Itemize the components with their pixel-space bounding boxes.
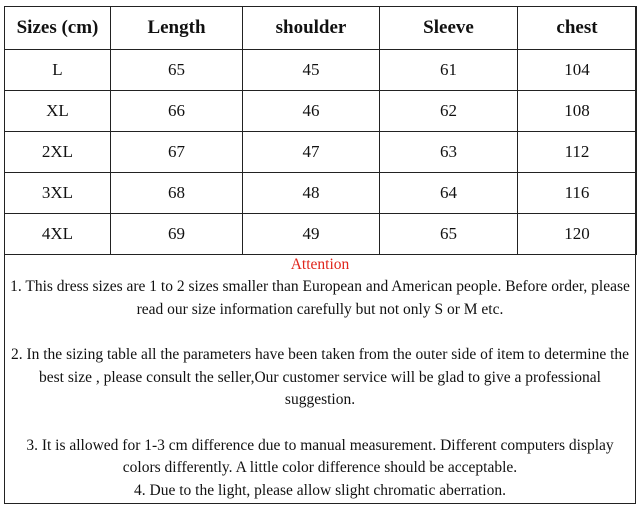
sleeve-cell: 62	[380, 91, 518, 132]
chest-cell: 116	[518, 173, 637, 214]
header-length: Length	[111, 7, 243, 50]
sleeve-cell: 64	[380, 173, 518, 214]
attention-heading: Attention	[290, 256, 350, 273]
length-cell: 67	[111, 132, 243, 173]
header-shoulder: shoulder	[243, 7, 380, 50]
chest-cell: 112	[518, 132, 637, 173]
length-cell: 68	[111, 173, 243, 214]
header-chest: chest	[518, 7, 637, 50]
table-row	[5, 50, 637, 91]
size-chart-table	[4, 6, 637, 255]
chest-cell: 120	[518, 214, 637, 255]
table-row	[5, 91, 637, 132]
shoulder-cell: 45	[243, 50, 380, 91]
length-cell: 69	[111, 214, 243, 255]
length-cell: 66	[111, 91, 243, 132]
length-cell: 65	[111, 50, 243, 91]
chest-cell: 108	[518, 91, 637, 132]
header-sleeve: Sleeve	[380, 7, 518, 50]
table-row	[5, 173, 637, 214]
table-row	[5, 132, 637, 173]
size-cell: 2XL	[5, 132, 111, 173]
shoulder-cell: 46	[243, 91, 380, 132]
note-3: 3. It is allowed for 1-3 cm difference due to manual measurement. Different computers display colors differently. A little color difference should be acceptable.	[26, 436, 614, 476]
spacer	[6, 321, 634, 344]
sleeve-cell: 63	[380, 132, 518, 173]
sleeve-cell: 65	[380, 214, 518, 255]
size-cell: 3XL	[5, 173, 111, 214]
note-2: 2. In the sizing table all the parameters have been taken from the outer side of item to determine the best size , please consult the seller,Our customer service will be glad to give a professional suggestion.	[10, 346, 630, 408]
table-header-row	[5, 7, 637, 50]
size-cell: 4XL	[5, 214, 111, 255]
shoulder-cell: 49	[243, 214, 380, 255]
header-sizes: Sizes (cm)	[5, 7, 111, 50]
shoulder-cell: 47	[243, 132, 380, 173]
spacer	[6, 412, 634, 435]
note-1: 1. This dress sizes are 1 to 2 sizes smaller than European and American people. Before order, please read our size information carefully but not only S or M etc.	[10, 278, 630, 318]
note-4: 4. Due to the light, please allow slight chromatic aberration.	[134, 481, 506, 499]
notes-section	[6, 254, 634, 502]
size-cell: L	[5, 50, 111, 91]
shoulder-cell: 48	[243, 173, 380, 214]
chest-cell: 104	[518, 50, 637, 91]
table-row	[5, 214, 637, 255]
sleeve-cell: 61	[380, 50, 518, 91]
size-cell: XL	[5, 91, 111, 132]
